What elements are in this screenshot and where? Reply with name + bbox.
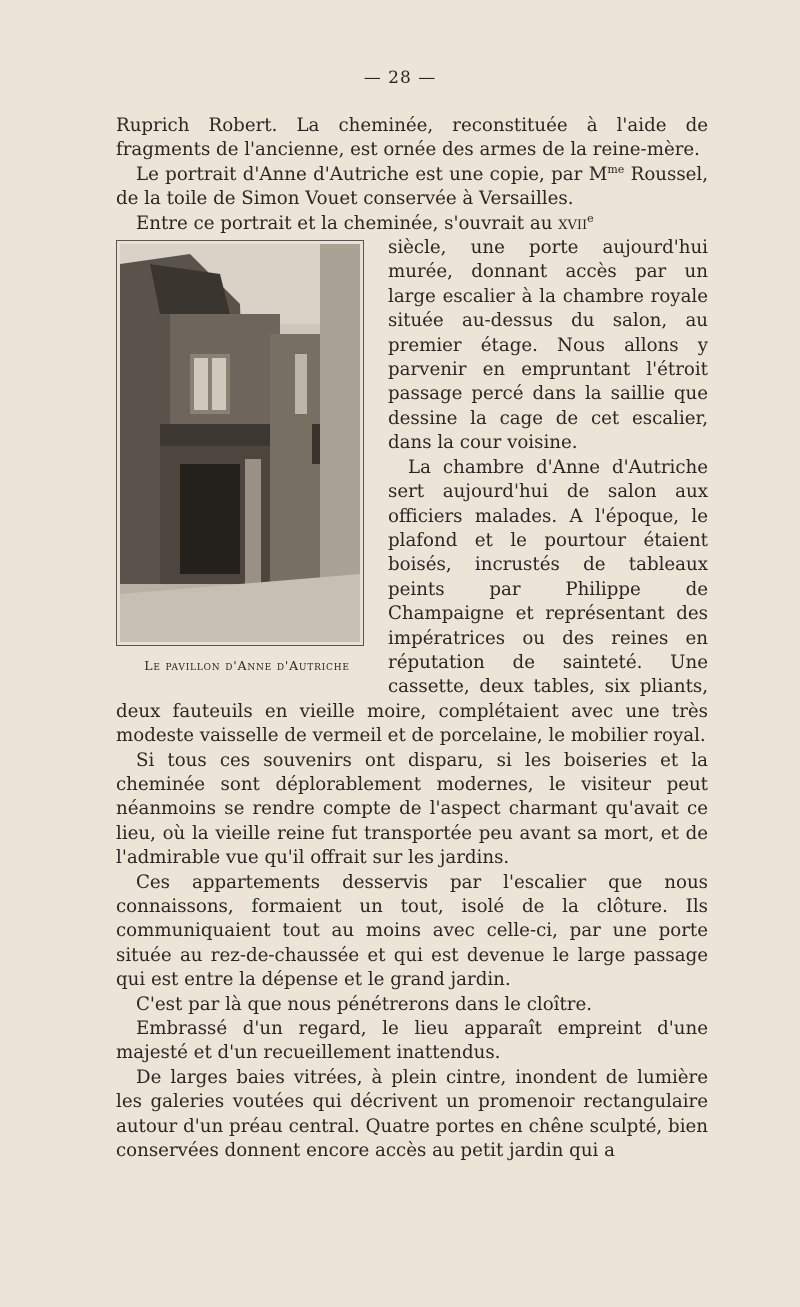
paragraph-7: C'est par là que nous pénétrerons dans le cloître. — [136, 993, 593, 1015]
pavilion-photo-image — [120, 244, 360, 642]
paragraph-4: La chambre d'Anne d'Autriche sert aujourd'hui de salon aux officiers malades. A l'époque, le plafond et le pourtour étaient boisés, incrustés de tableaux peints par Philippe de Champaigne et représentant des impératrices ou des reines en réputation de sainteté. Une cassette, deux tables, six pliants, deux fauteuils en vieille moire, complétaient avec une très modeste vaisselle de vermeil et de porcelaine, le mobilier royal. — [116, 456, 708, 747]
paragraph-5: Si tous ces souvenirs ont disparu, si les boiseries et la cheminée sont déplorablement modernes, le visiteur peut néanmoins se rendre compte de l'aspect charmant qu'avait ce lieu, où la vieille reine fut transportée peu avant sa mort, et de l'admirable vue qu'il offrait sur les jardins. — [116, 749, 708, 869]
figure-caption: Le pavillon d'Anne d'Autriche — [144, 658, 350, 674]
figure — [116, 236, 378, 678]
paragraph-6: Ces appartements desservis par l'escalier que nous connaissons, formaient un tout, isolé de la clôture. Ils communiquaient tout au moins avec celle-ci, par une porte située au rez-de-chaussée et qui est devenue le large passage qui est entre la dépense et le grand jardin. — [116, 871, 708, 991]
body-text — [116, 114, 708, 1163]
paragraph-9: De larges baies vitrées, à plein cintre, inondent de lumière les galeries voutées qui décrivent un promenoir rectangulaire autour d'un préau central. Quatre portes en chêne sculpté, bien conservées donnent encore accès au petit jardin qui a — [116, 1066, 708, 1162]
paragraph-3-continued: siècle, une porte aujourd'hui murée, donnant accès par un large escalier à la chambre royale située au-dessus du salon, au premier étage. Nous allons y parvenir en empruntant l'étroit passage percé dans la saillie que dessine la cage de cet escalier, dans la cour voisine. — [388, 237, 708, 454]
paragraph-1: Ruprich Robert. La cheminée, reconstituée à l'aide de fragments de l'ancienne, est ornée des armes de la reine-mère. — [116, 115, 708, 161]
paragraph-3: Entre ce portrait et la cheminée, s'ouvrait au xvii$^e$ — [136, 211, 594, 234]
paragraph-2: Le portrait d'Anne d'Autriche est une copie, par $M^{me}$ Roussel, de la toile de Simon Vouet conservée à Versailles. — [116, 162, 709, 210]
page-number: — 28 — — [363, 68, 437, 88]
pavilion-photo — [116, 240, 364, 646]
paragraph-8: Embrassé d'un regard, le lieu apparaît empreint d'une majesté et d'un recueillement inattendus. — [116, 1018, 708, 1064]
